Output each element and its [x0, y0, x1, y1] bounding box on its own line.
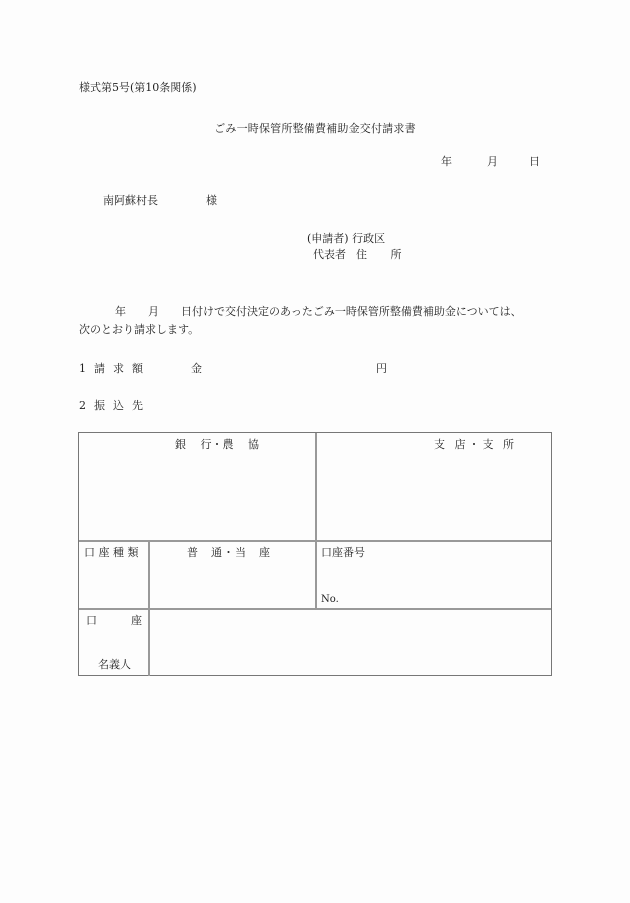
amount-suffix: 円	[376, 362, 387, 375]
applicant-label: (申請者)	[307, 232, 349, 245]
body-line-1	[79, 305, 522, 319]
date-month: 月	[487, 155, 498, 168]
account-number-prefix: No.	[321, 594, 339, 605]
item-number: 1	[79, 362, 86, 375]
amount-prefix: 金	[191, 362, 202, 375]
applicant-representative	[313, 248, 412, 262]
item-request-amount	[79, 362, 399, 376]
date-day: 日	[529, 155, 540, 168]
item-transfer-destination	[79, 399, 151, 413]
item-number: 2	[79, 399, 86, 412]
account-number-field[interactable]	[341, 589, 541, 605]
bank-header: 銀 行・農 協	[175, 438, 259, 451]
date-year: 年	[441, 155, 452, 168]
date-line	[441, 155, 540, 169]
branch-header: 支 店・支 所	[434, 438, 517, 451]
form-number: 様式第5号(第10条関係)	[79, 81, 197, 94]
body-line-2: 次のとおり請求します。	[79, 323, 200, 336]
holder-label-top-right: 座	[131, 614, 142, 627]
account-holder-field[interactable]	[153, 613, 549, 673]
account-type-label: 口 座 種 類	[84, 546, 139, 559]
applicant-district	[307, 232, 385, 246]
transfer-table	[78, 432, 552, 676]
body-text: 日付けで交付決定のあったごみ一時保管所整備費補助金については、	[181, 305, 522, 318]
body-year: 年	[115, 305, 126, 318]
addressee-honorific: 様	[206, 194, 217, 207]
representative-label: 代表者	[313, 248, 346, 261]
item-label: 請求額	[94, 362, 151, 375]
holder-label-bottom: 名義人	[98, 658, 131, 671]
holder-label-top-left: 口	[86, 614, 97, 627]
branch-name-field[interactable]	[319, 455, 549, 537]
bank-name-field[interactable]	[81, 455, 313, 537]
addressee-name: 南阿蘇村長	[103, 194, 158, 207]
account-number-label: 口座番号	[321, 546, 365, 559]
district-label: 行政区	[352, 232, 386, 245]
col-divider	[148, 540, 150, 676]
item-label: 振込先	[94, 399, 151, 412]
body-month: 月	[148, 305, 159, 318]
addressee	[103, 194, 217, 208]
address-label: 住 所	[356, 248, 412, 261]
account-type-options[interactable]: 普 通・当 座	[187, 546, 271, 559]
document-title: ごみ一時保管所整備費補助金交付請求書	[214, 122, 416, 135]
col-divider	[315, 433, 317, 610]
